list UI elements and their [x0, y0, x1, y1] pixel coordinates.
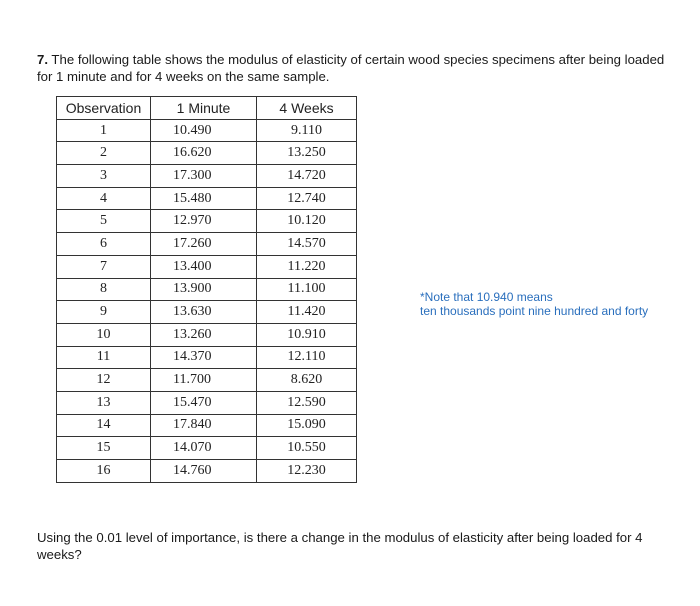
cell-1-minute: 10.490 [151, 119, 257, 142]
cell-4-weeks: 11.420 [257, 301, 357, 324]
cell-observation: 4 [57, 187, 151, 210]
table-row [57, 437, 357, 460]
cell-observation: 16 [57, 460, 151, 483]
question-body: The following table shows the modulus of elasticity of certain wood species specimens after being loaded for 1 minute and for 4 weeks on the same sample. [37, 52, 665, 84]
cell-observation: 7 [57, 255, 151, 278]
cell-4-weeks: 12.110 [257, 346, 357, 369]
cell-1-minute: 15.480 [151, 187, 257, 210]
cell-4-weeks: 8.620 [257, 369, 357, 392]
cell-observation: 12 [57, 369, 151, 392]
question-text [37, 51, 677, 85]
cell-observation: 5 [57, 210, 151, 233]
cell-observation: 1 [57, 119, 151, 142]
cell-4-weeks: 12.230 [257, 460, 357, 483]
table-row [57, 119, 357, 142]
table-row [57, 165, 357, 188]
cell-observation: 10 [57, 323, 151, 346]
cell-observation: 8 [57, 278, 151, 301]
cell-4-weeks: 12.590 [257, 391, 357, 414]
table-row [57, 187, 357, 210]
table-row [57, 255, 357, 278]
header-1-minute: 1 Minute [151, 97, 257, 120]
header-4-weeks: 4 Weeks [257, 97, 357, 120]
cell-4-weeks: 10.550 [257, 437, 357, 460]
table-row [57, 346, 357, 369]
cell-1-minute: 16.620 [151, 142, 257, 165]
cell-1-minute: 17.260 [151, 233, 257, 256]
cell-4-weeks: 14.720 [257, 165, 357, 188]
cell-observation: 14 [57, 414, 151, 437]
cell-4-weeks: 13.250 [257, 142, 357, 165]
cell-observation: 3 [57, 165, 151, 188]
note-line-2: ten thousands point nine hundred and forty [420, 304, 649, 318]
cell-1-minute: 13.260 [151, 323, 257, 346]
table-row [57, 142, 357, 165]
table-row [57, 460, 357, 483]
cell-1-minute: 13.630 [151, 301, 257, 324]
table-row [57, 391, 357, 414]
cell-1-minute: 17.300 [151, 165, 257, 188]
cell-observation: 2 [57, 142, 151, 165]
cell-1-minute: 14.760 [151, 460, 257, 483]
cell-1-minute: 13.400 [151, 255, 257, 278]
cell-1-minute: 14.370 [151, 346, 257, 369]
cell-observation: 9 [57, 301, 151, 324]
table-row [57, 233, 357, 256]
cell-observation: 6 [57, 233, 151, 256]
footer-question: Using the 0.01 level of importance, is there a change in the modulus of elasticity after being loaded for 4 weeks? [37, 530, 643, 562]
table-row [57, 278, 357, 301]
cell-observation: 15 [57, 437, 151, 460]
question-number: 7. [37, 52, 48, 67]
cell-observation: 11 [57, 346, 151, 369]
table-body [57, 119, 357, 482]
cell-4-weeks: 11.220 [257, 255, 357, 278]
table-row [57, 210, 357, 233]
table-row [57, 323, 357, 346]
header-observation: Observation [57, 97, 151, 120]
note [420, 290, 648, 318]
table-row [57, 369, 357, 392]
cell-1-minute: 12.970 [151, 210, 257, 233]
cell-4-weeks: 10.120 [257, 210, 357, 233]
cell-1-minute: 15.470 [151, 391, 257, 414]
table-row [57, 414, 357, 437]
cell-4-weeks: 9.110 [257, 119, 357, 142]
cell-1-minute: 14.070 [151, 437, 257, 460]
cell-observation: 13 [57, 391, 151, 414]
data-table [56, 96, 357, 483]
cell-1-minute: 11.700 [151, 369, 257, 392]
cell-4-weeks: 10.910 [257, 323, 357, 346]
cell-4-weeks: 14.570 [257, 233, 357, 256]
cell-4-weeks: 11.100 [257, 278, 357, 301]
table-row [57, 301, 357, 324]
cell-1-minute: 17.840 [151, 414, 257, 437]
cell-4-weeks: 15.090 [257, 414, 357, 437]
cell-1-minute: 13.900 [151, 278, 257, 301]
note-line-1: *Note that 10.940 means [420, 290, 553, 304]
table-header-row [57, 97, 357, 120]
cell-4-weeks: 12.740 [257, 187, 357, 210]
